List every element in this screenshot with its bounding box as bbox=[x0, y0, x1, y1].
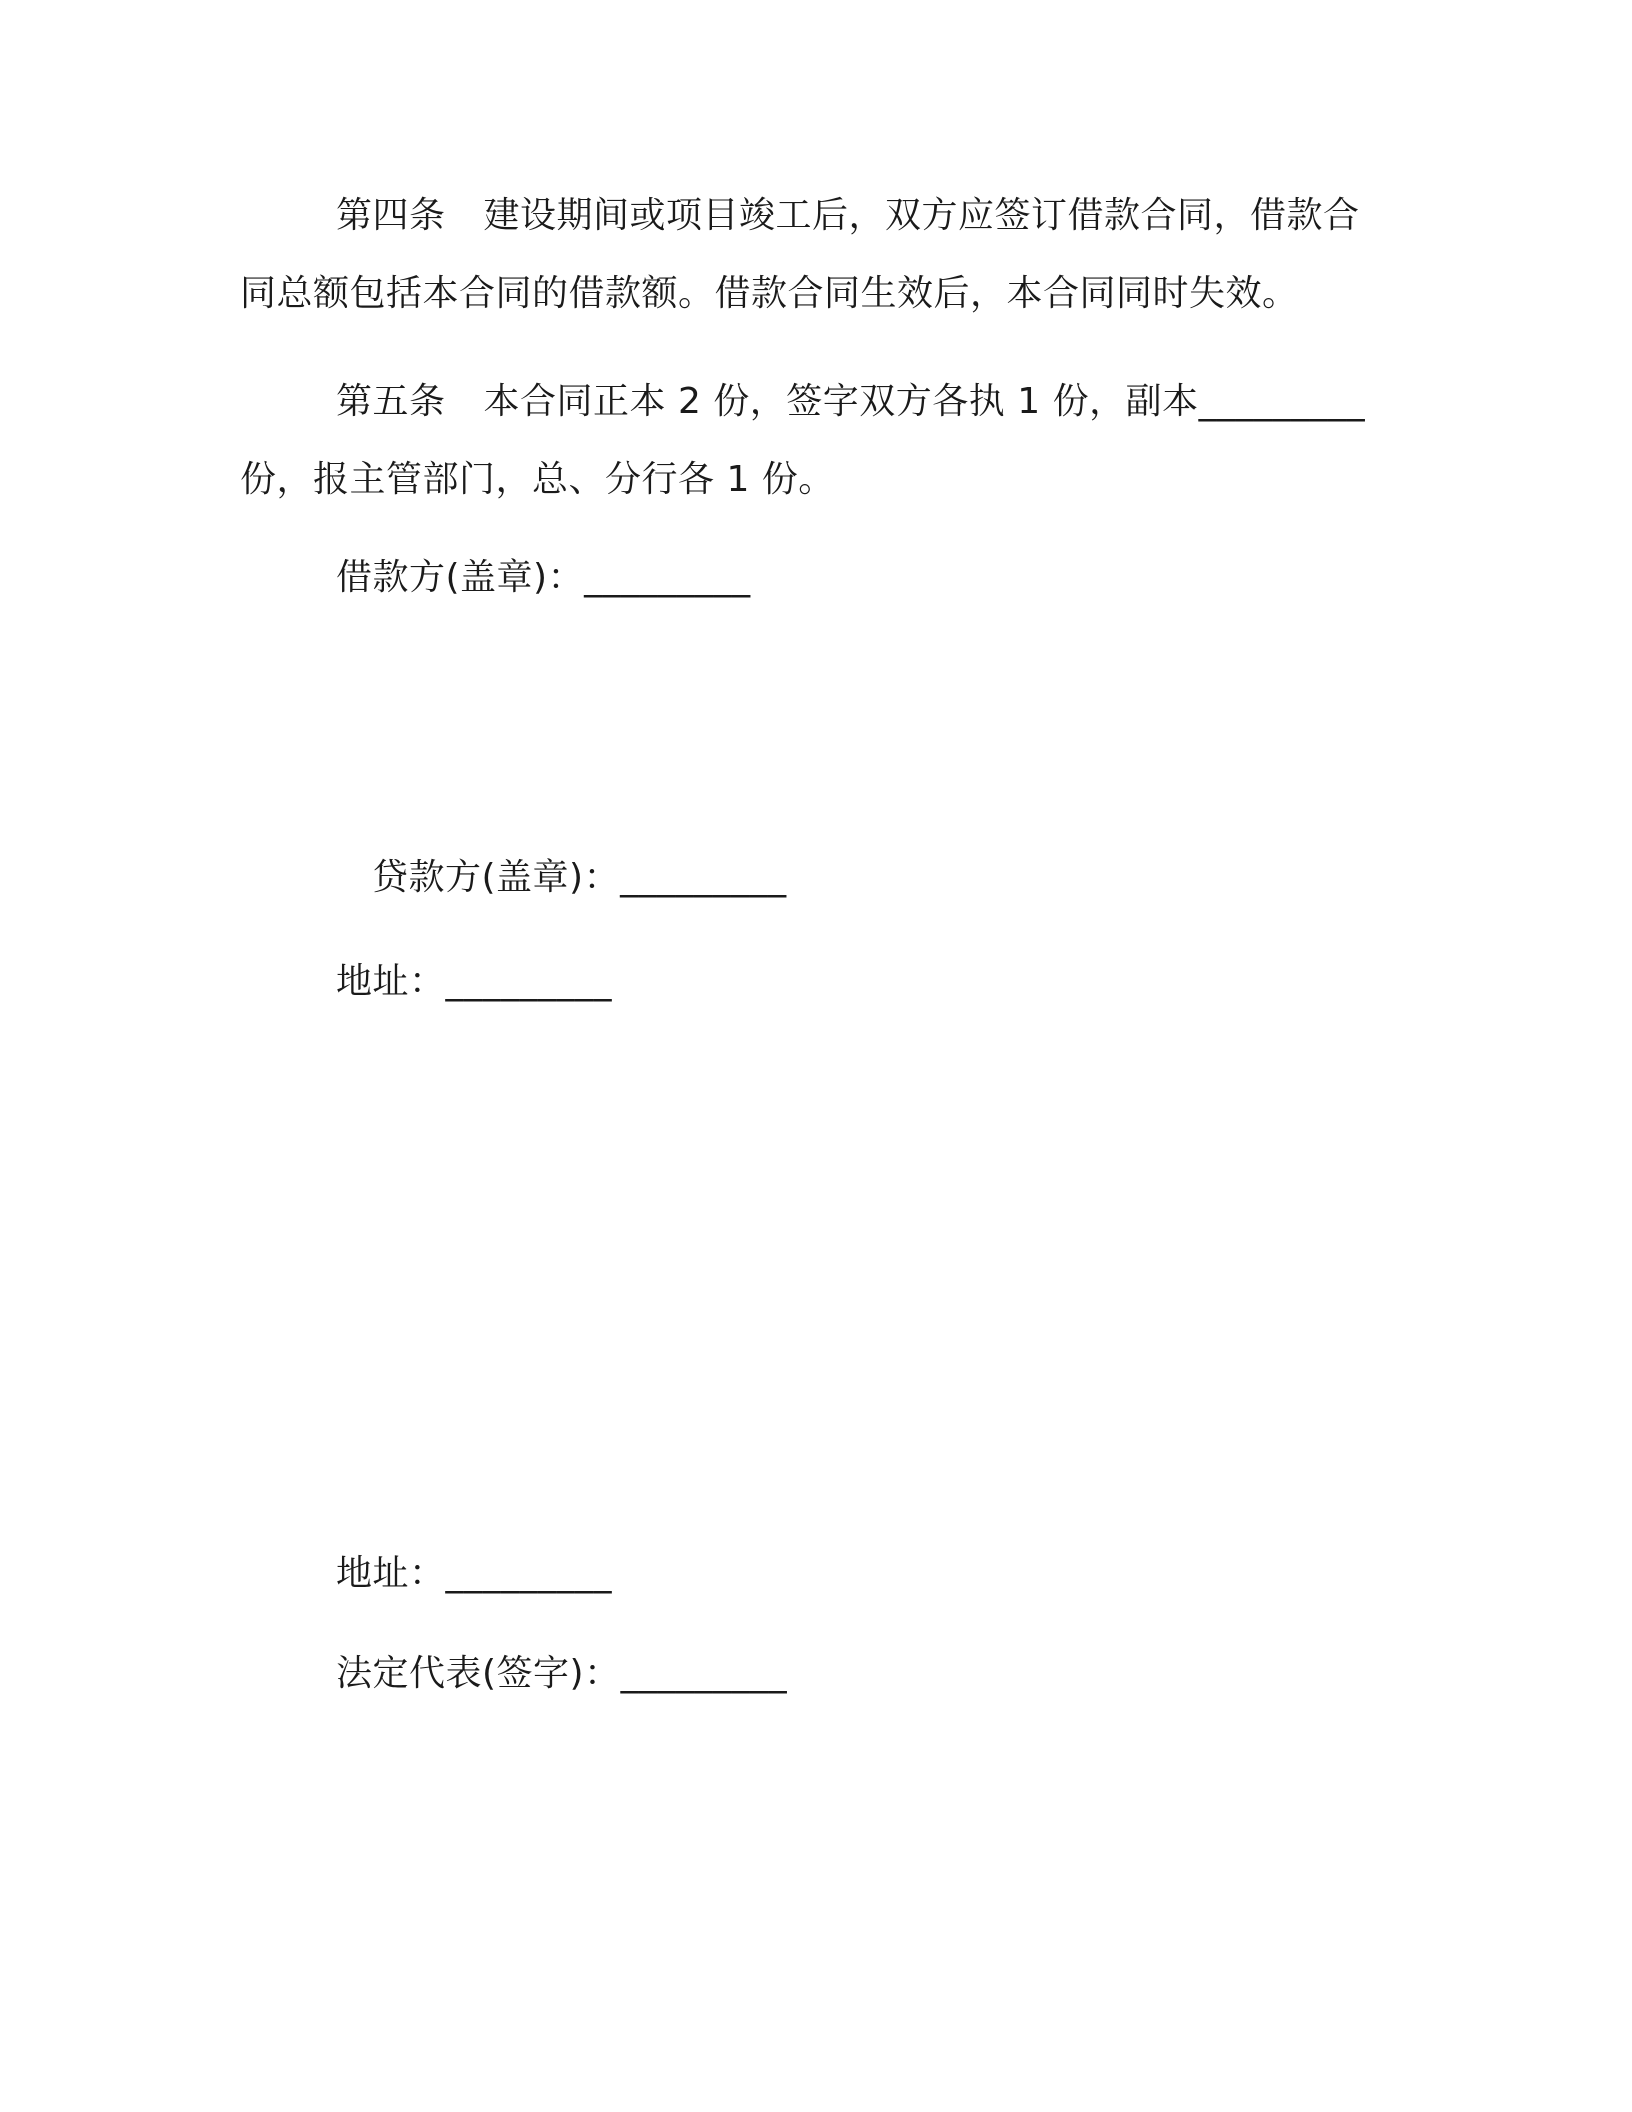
article-5-paragraph bbox=[240, 363, 1390, 519]
borrower-address-line: 地址：_________ bbox=[336, 1553, 613, 1594]
legal-representative-line: 法定代表(签字)：_________ bbox=[336, 1653, 788, 1694]
article-5-text: 本合同正本 2 份，签字双方各执 1 份，副本_________份，报主管部门，总、分行各 1 份。 bbox=[240, 381, 1366, 500]
article-4-text: 建设期间或项目竣工后，双方应签订借款合同，借款合同总额包括本合同的借款额。借款合同生效后，本合同同时失效。 bbox=[240, 195, 1360, 314]
article-4-paragraph bbox=[240, 177, 1390, 333]
lender-seal-line: 贷款方(盖章)：_________ bbox=[372, 857, 787, 898]
borrower-seal-line: 借款方(盖章)：_________ bbox=[336, 557, 751, 598]
article-5-heading: 第五条 bbox=[336, 381, 446, 422]
lender-address-line: 地址：_________ bbox=[336, 961, 613, 1002]
article-4-heading: 第四条 bbox=[336, 195, 446, 236]
